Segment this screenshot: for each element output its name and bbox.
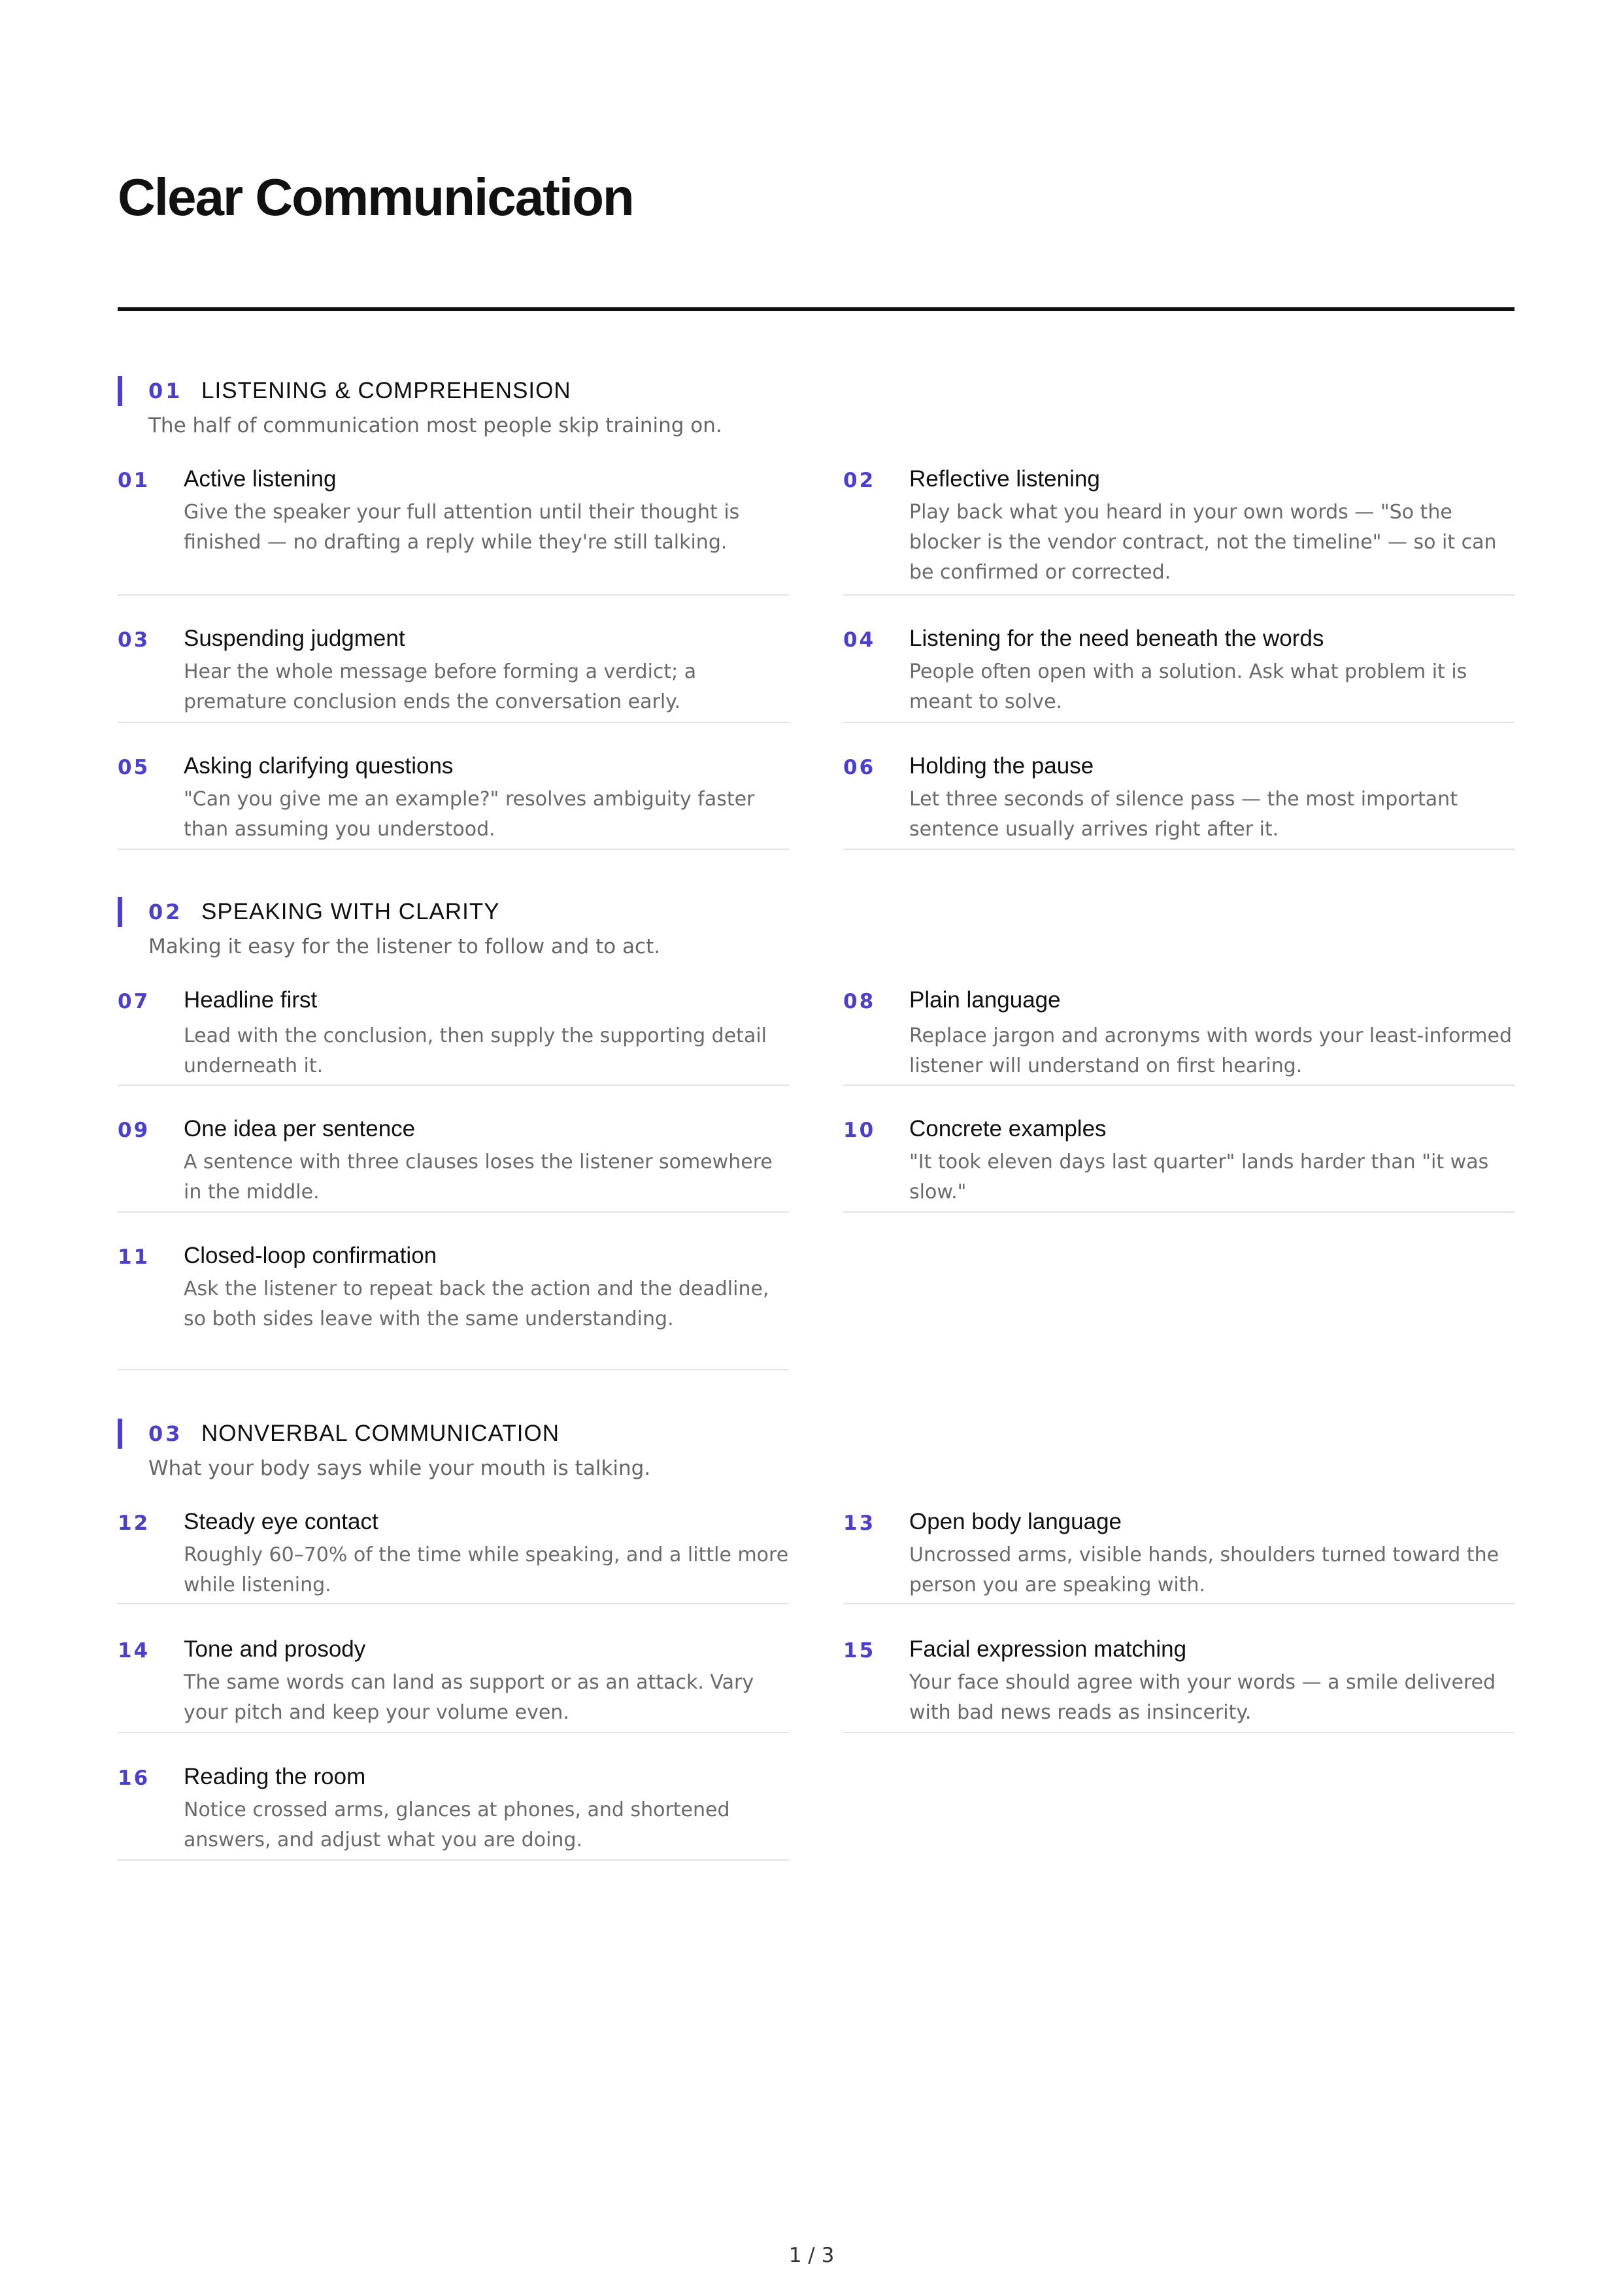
item-number: 11 [118,1245,150,1269]
section-listening [118,375,1514,841]
item-description: Roughly 60–70% of the time while speaking, and a little more while listening. [184,1544,789,1596]
item-title: Reflective listening [909,466,1100,492]
list-item [118,1636,789,1733]
item-title: Reading the room [184,1764,366,1789]
item-number: 02 [843,469,876,492]
item-description: "It took eleven days last quarter" lands harder than "it was slow." [909,1151,1489,1204]
item-description: "Can you give me an example?" resolves ambiguity faster than assuming you understood. [184,788,755,841]
section-header [118,896,1514,958]
section-subtitle: What your body says while your mouth is talking. [148,1457,651,1480]
title-divider [118,307,1514,311]
item-description: Ask the listener to repeat back the action and the deadline, so both sides leave with the same understanding. [184,1277,769,1330]
item-title: Steady eye contact [184,1509,378,1534]
list-item [118,1243,789,1370]
section-number: 02 [148,900,183,924]
list-item [118,1509,789,1604]
section-speaking [118,896,1514,1330]
section-header [118,1417,1514,1480]
item-description: Play back what you heard in your own words — "So the blocker is the vendor contract, not the timeline" — so it can be confirmed or corrected. [909,501,1497,584]
item-description: Give the speaker your full attention until their thought is finished — no drafting a reply while they're still talking. [184,501,740,554]
item-number: 03 [118,628,150,652]
section-subtitle: Making it easy for the listener to follow and to act. [148,935,661,958]
item-description: Hear the whole message before forming a verdict; a premature conclusion ends the conversation early. [184,660,697,713]
section-accent-bar [118,897,122,927]
item-number: 09 [118,1119,150,1142]
section-number: 03 [148,1421,183,1446]
item-number: 14 [118,1639,150,1663]
item-description: Uncrossed arms, visible hands, shoulders turned toward the person you are speaking with. [909,1544,1499,1596]
list-item [118,987,789,1086]
list-item [118,753,789,850]
list-item [843,1509,1514,1604]
section-number: 01 [148,379,183,403]
list-item [843,466,1514,596]
list-item [843,753,1514,850]
item-number: 15 [843,1639,876,1663]
item-number: 10 [843,1119,876,1142]
item-number: 04 [843,628,876,652]
item-number: 07 [118,990,150,1013]
page-number: 1 / 3 [788,2244,835,2267]
list-item [843,987,1514,1086]
item-number: 12 [118,1511,150,1535]
item-title: Listening for the need beneath the words [909,626,1324,651]
list-item [843,1636,1514,1733]
item-title: Concrete examples [909,1116,1107,1141]
item-title: Suspending judgment [184,626,405,651]
item-description: People often open with a solution. Ask what problem it is meant to solve. [909,660,1467,713]
item-title: Active listening [184,466,337,492]
section-header [118,375,1514,437]
list-item [118,1764,789,1861]
item-title: Plain language [909,987,1061,1013]
item-number: 05 [118,756,150,779]
item-description: Replace jargon and acronyms with words your least-informed listener will understand on first hearing. [909,1024,1512,1077]
list-item [843,626,1514,723]
section-accent-bar [118,1419,122,1449]
item-title: Open body language [909,1509,1122,1534]
item-number: 16 [118,1766,150,1790]
item-description: Let three seconds of silence pass — the most important sentence usually arrives right after it. [909,788,1458,841]
item-description: A sentence with three clauses loses the listener somewhere in the middle. [184,1151,773,1204]
item-title: Holding the pause [909,753,1094,779]
section-subtitle: The half of communication most people skip training on. [148,414,722,437]
item-number: 13 [843,1511,876,1535]
list-item [118,1116,789,1213]
item-description: Your face should agree with your words — a smile delivered with bad news reads as insincerity. [909,1671,1496,1724]
list-item [118,466,789,596]
item-title: Asking clarifying questions [184,753,454,779]
item-number: 01 [118,469,150,492]
item-title: Tone and prosody [184,1636,366,1662]
item-title: Headline first [184,987,318,1013]
item-title: One idea per sentence [184,1116,416,1141]
list-item [843,1116,1514,1213]
item-title: Facial expression matching [909,1636,1187,1662]
section-nonverbal [118,1417,1514,1851]
section-title: LISTENING & COMPREHENSION [201,378,571,403]
item-description: Lead with the conclusion, then supply the supporting detail underneath it. [184,1024,767,1077]
list-item [118,626,789,723]
item-number: 08 [843,990,876,1013]
item-title: Closed-loop confirmation [184,1243,437,1268]
section-accent-bar [118,376,122,406]
section-title: SPEAKING WITH CLARITY [201,899,500,924]
item-number: 06 [843,756,876,779]
item-description: The same words can land as support or as an attack. Vary your pitch and keep your volume even. [184,1671,754,1724]
section-title: NONVERBAL COMMUNICATION [201,1421,560,1446]
document-title: Clear Communication [118,168,633,226]
item-description: Notice crossed arms, glances at phones, and shortened answers, and adjust what you are doing. [184,1798,730,1851]
